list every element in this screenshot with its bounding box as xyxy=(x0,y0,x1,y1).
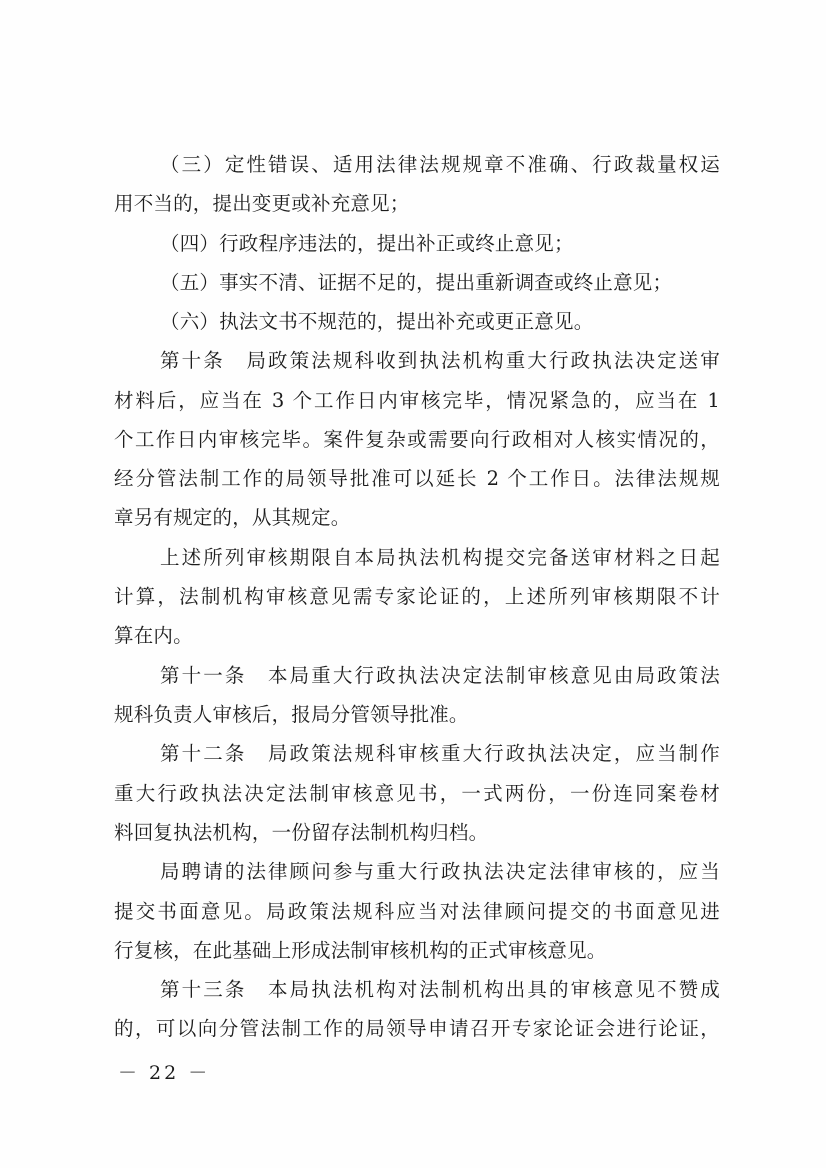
text-line: 经分管法制工作的局领导批准可以延长 2 个工作日。法律法规规 xyxy=(114,467,720,490)
text-line: 章另有规定的，从其规定。 xyxy=(114,506,351,529)
text-line: 提交书面意见。局政策法规科应当对法律顾问提交的书面意见进 xyxy=(114,900,720,923)
text-line: （五）事实不清、证据不足的，提出重新调查或终止意见； xyxy=(160,271,673,294)
text-line: 行复核，在此基础上形成法制审核机构的正式审核意见。 xyxy=(114,939,607,962)
text-line: （三）定性错误、适用法律法规规章不准确、行政裁量权运 xyxy=(160,153,720,176)
text-line: 算在内。 xyxy=(114,624,193,647)
text-line: （四）行政程序违法的，提出补正或终止意见； xyxy=(160,232,574,255)
text-line: 材料后，应当在 3 个工作日内审核完毕，情况紧急的，应当在 1 xyxy=(114,389,720,412)
text-line: 规科负责人审核后，报局分管领导批准。 xyxy=(114,703,469,726)
text-line: 局聘请的法律顾问参与重大行政执法决定法律审核的，应当 xyxy=(160,860,720,883)
text-line: 个工作日内审核完毕。案件复杂或需要向行政相对人核实情况的， xyxy=(114,428,720,451)
text-line: 用不当的，提出变更或补充意见； xyxy=(114,192,410,215)
text-line: 的，可以向分管法制工作的局领导申请召开专家论证会进行论证， xyxy=(114,1017,720,1040)
text-line: 计算，法制机构审核意见需专家论证的，上述所列审核期限不计 xyxy=(114,585,720,608)
text-line: 第十一条 本局重大行政执法决定法制审核意见由局政策法 xyxy=(160,664,720,687)
text-line: 第十三条 本局执法机构对法制机构出具的审核意见不赞成 xyxy=(160,978,720,1001)
text-line: 第十条 局政策法规科收到执法机构重大行政执法决定送审 xyxy=(160,349,720,372)
text-line: 料回复执法机构，一份留存法制机构归档。 xyxy=(114,821,489,844)
text-line: 重大行政执法决定法制审核意见书，一式两份，一份连同案卷材 xyxy=(114,782,720,805)
text-line: 上述所列审核期限自本局执法机构提交完备送审材料之日起 xyxy=(160,546,720,569)
text-line: （六）执法文书不规范的，提出补充或更正意见。 xyxy=(160,310,594,333)
page-number: － 22 － xyxy=(118,1062,211,1084)
text-line: 第十二条 局政策法规科审核重大行政执法决定，应当制作 xyxy=(160,742,720,765)
